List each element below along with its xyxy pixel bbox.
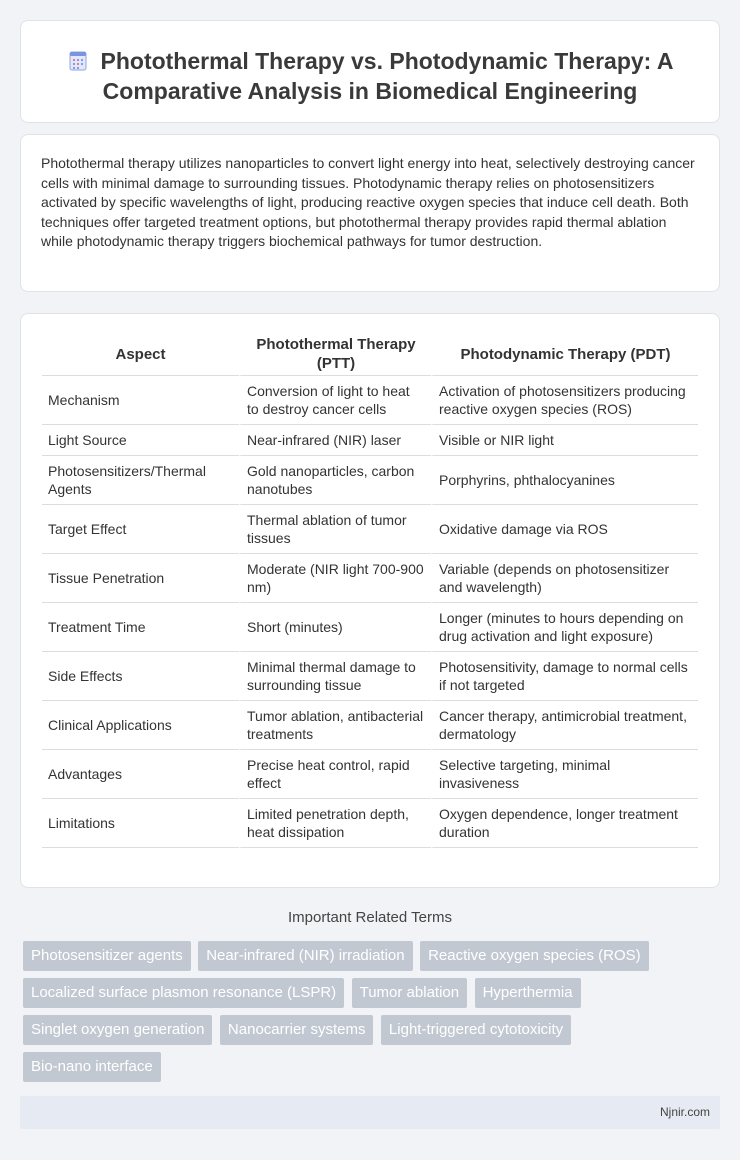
cell-ptt: Tumor ablation, antibacterial treatments (239, 701, 431, 750)
term-tag[interactable]: Tumor ablation (352, 978, 468, 1008)
comparison-table (42, 333, 698, 848)
table-row (42, 376, 698, 425)
table-row (42, 799, 698, 848)
term-tag[interactable]: Bio-nano interface (23, 1052, 161, 1082)
cell-ptt: Near-infrared (NIR) laser (239, 425, 431, 456)
cell-pdt: Longer (minutes to hours depending on drug activation and light exposure) (431, 603, 698, 652)
cell-aspect: Advantages (42, 750, 239, 799)
table-row (42, 554, 698, 603)
cell-aspect: Limitations (42, 799, 239, 848)
header-aspect: Aspect (42, 333, 239, 376)
table-header-row (42, 333, 698, 376)
cell-pdt: Selective targeting, minimal invasiveness (431, 750, 698, 799)
term-tag[interactable]: Nanocarrier systems (220, 1015, 374, 1045)
cell-pdt: Oxygen dependence, longer treatment duration (431, 799, 698, 848)
cell-aspect: Photosensitizers/Thermal Agents (42, 456, 239, 505)
footer (20, 1096, 720, 1129)
term-tag[interactable]: Hyperthermia (475, 978, 581, 1008)
cell-ptt: Minimal thermal damage to surrounding tissue (239, 652, 431, 701)
cell-pdt: Visible or NIR light (431, 425, 698, 456)
header-pdt: Photodynamic Therapy (PDT) (431, 333, 698, 376)
cell-aspect: Light Source (42, 425, 239, 456)
intro-text: Photothermal therapy utilizes nanoparticles to convert light energy into heat, selectively destroying cancer cells with minimal damage to surrounding tissues. Photodynamic therapy relies on photosensitizers activated by specific wavelengths of light, producing reactive oxygen species that induce cell death. Both techniques offer targeted treatment options, but photothermal therapy provides rapid thermal ablation while photodynamic therapy triggers biochemical pathways for tumor destruction. (41, 155, 695, 249)
page-title (21, 46, 719, 106)
table-row (42, 425, 698, 456)
cell-ptt: Gold nanoparticles, carbon nanotubes (239, 456, 431, 505)
term-tag[interactable]: Reactive oxygen species (ROS) (420, 941, 649, 971)
cell-aspect: Clinical Applications (42, 701, 239, 750)
cell-aspect: Target Effect (42, 505, 239, 554)
cell-aspect: Side Effects (42, 652, 239, 701)
comparison-card (20, 313, 720, 888)
term-tag[interactable]: Photosensitizer agents (23, 941, 191, 971)
term-tag[interactable]: Light-triggered cytotoxicity (381, 1015, 571, 1045)
term-tag[interactable]: Localized surface plasmon resonance (LSPR) (23, 978, 344, 1008)
cell-ptt: Limited penetration depth, heat dissipation (239, 799, 431, 848)
table-row (42, 603, 698, 652)
cell-pdt: Porphyrins, phthalocyanines (431, 456, 698, 505)
cell-ptt: Precise heat control, rapid effect (239, 750, 431, 799)
cell-pdt: Activation of photosensitizers producing reactive oxygen species (ROS) (431, 376, 698, 425)
cell-pdt: Photosensitivity, damage to normal cells if not targeted (431, 652, 698, 701)
intro-card (20, 134, 720, 292)
cell-ptt: Conversion of light to heat to destroy cancer cells (239, 376, 431, 425)
page-title-text: Photothermal Therapy vs. Photodynamic Therapy: A Comparative Analysis in Biomedical Engineering (100, 48, 674, 104)
related-terms-heading: Important Related Terms (288, 909, 452, 926)
cell-aspect: Treatment Time (42, 603, 239, 652)
cell-ptt: Thermal ablation of tumor tissues (239, 505, 431, 554)
table-row (42, 456, 698, 505)
footer-site-link[interactable]: Njnir.com (659, 1105, 710, 1119)
cell-aspect: Mechanism (42, 376, 239, 425)
table-row (42, 701, 698, 750)
term-tag[interactable]: Singlet oxygen generation (23, 1015, 212, 1045)
cell-pdt: Variable (depends on photosensitizer and wavelength) (431, 554, 698, 603)
header-ptt: Photothermal Therapy (PTT) (239, 333, 431, 376)
cell-ptt: Moderate (NIR light 700-900 nm) (239, 554, 431, 603)
title-card (20, 20, 720, 123)
table-row (42, 652, 698, 701)
table-row (42, 750, 698, 799)
term-tag[interactable]: Near-infrared (NIR) irradiation (198, 941, 412, 971)
cell-pdt: Oxidative damage via ROS (431, 505, 698, 554)
table-row (42, 505, 698, 554)
cell-aspect: Tissue Penetration (42, 554, 239, 603)
cell-ptt: Short (minutes) (239, 603, 431, 652)
document-icon (67, 50, 89, 72)
related-terms-list (23, 941, 713, 1089)
cell-pdt: Cancer therapy, antimicrobial treatment, dermatology (431, 701, 698, 750)
